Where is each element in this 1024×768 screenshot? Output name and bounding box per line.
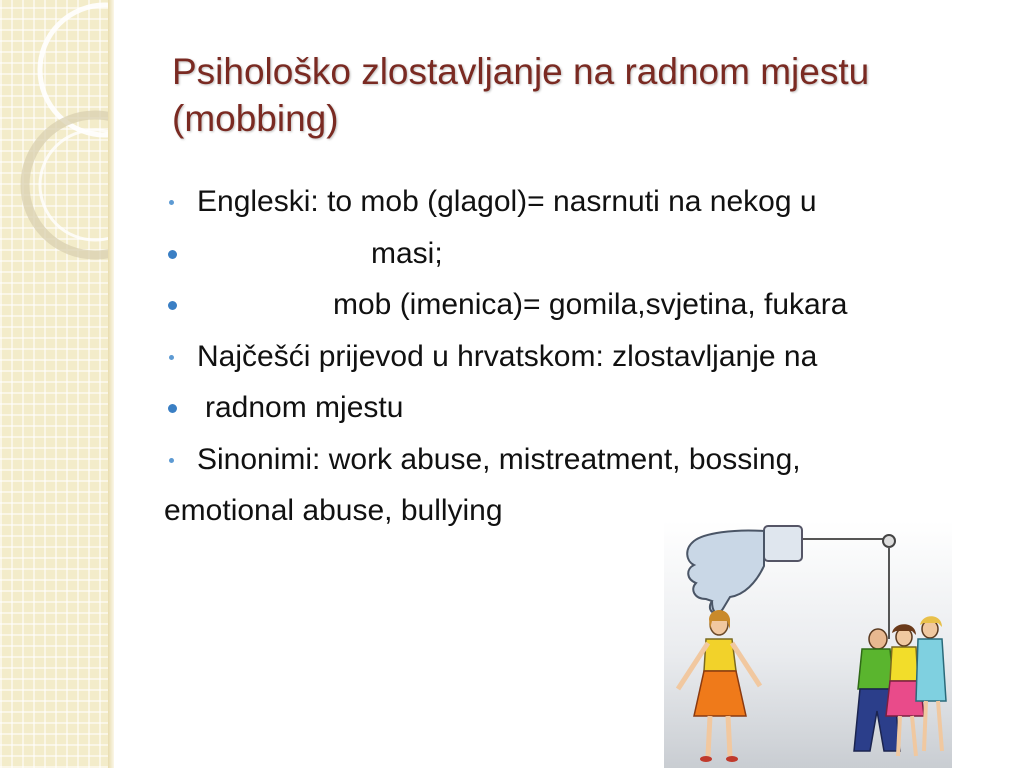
mobbing-illustration <box>664 521 952 768</box>
bullet-icon <box>168 250 177 259</box>
bullet-icon <box>169 200 174 205</box>
body-line: mob (imenica)= gomila,svjetina, fukara <box>333 288 848 321</box>
title-line-1: Psihološko zlostavljanje na radnom mjestu <box>172 51 870 92</box>
slide-title <box>172 48 992 142</box>
body-line: radnom mjestu <box>205 391 404 424</box>
body-line: Engleski: to mob (glagol)= nasrnuti na nekog u <box>197 185 817 218</box>
decorative-side-strip <box>0 0 112 768</box>
body-line: Najčešći prijevod u hrvatskom: zlostavljanje na <box>197 340 818 373</box>
body-line: masi; <box>371 237 443 270</box>
bullet-icon <box>168 301 177 310</box>
body-line: Sinonimi: work abuse, mistreatment, bossing, <box>197 443 801 476</box>
bullet-icon <box>169 458 174 463</box>
body-line: emotional abuse, bullying <box>164 494 503 527</box>
bullet-icon <box>168 404 177 413</box>
bullet-icon <box>169 355 174 360</box>
title-line-2: (mobbing) <box>172 98 339 139</box>
decorative-rings <box>0 0 112 300</box>
strip-edge <box>108 0 114 768</box>
